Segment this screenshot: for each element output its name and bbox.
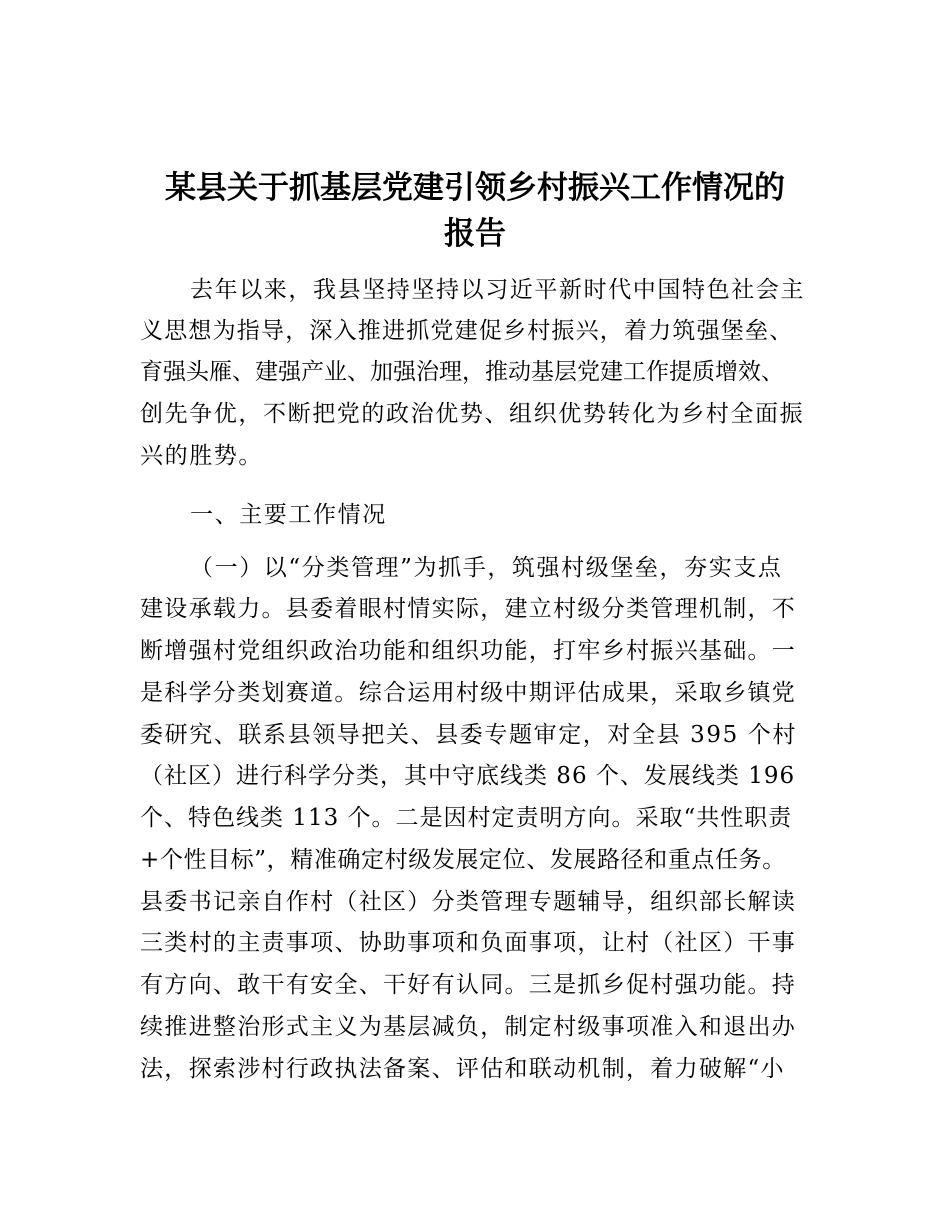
paragraph-2-line: 个、特色线类 113 个。二是因村定责明方向。采取“共性职责 bbox=[140, 805, 793, 831]
paragraph-2-line: 建设承载力。县委着眼村情实际，建立村级分类管理机制，不 bbox=[140, 596, 797, 622]
paragraph-2-line: 委研究、联系县领导把关、县委专题审定，对全县 395 个村 bbox=[140, 722, 797, 748]
paragraph-1-line: 创先争优，不断把党的政治优势、组织优势转化为乡村全面振 bbox=[140, 401, 805, 427]
paragraph-1-line: 兴的胜势。 bbox=[140, 443, 263, 469]
paragraph-2-line: （社区）进行科学分类，其中守底线类 86 个、发展线类 196 bbox=[140, 763, 796, 789]
paragraph-1-line: 去年以来，我县坚持坚持以习近平新时代中国特色社会主 bbox=[190, 277, 805, 303]
paragraph-2-line: +个性目标”，精准确定村级发展定位、发展路径和重点任务。 bbox=[140, 847, 786, 873]
document-title-line-2: 报告 bbox=[444, 216, 506, 252]
paragraph-2-line: 县委书记亲自作村（社区）分类管理专题辅导，组织部长解读 bbox=[140, 889, 797, 915]
paragraph-2-line: 三类村的主责事项、协助事项和负面事项，让村（社区）干事 bbox=[140, 930, 797, 956]
paragraph-2-line: 续推进整治形式主义为基层减负，制定村级事项准入和退出办 bbox=[140, 1014, 797, 1040]
paragraph-2-line: 法，探索涉村行政执法备案、评估和联动机制，着力破解“小 bbox=[140, 1056, 785, 1082]
paragraph-1-line: 义思想为指导，深入推进抓党建促乡村振兴，着力筑强堡垒、 bbox=[140, 318, 794, 344]
paragraph-2-line: 有方向、敢干有安全、干好有认同。三是抓乡促村强功能。持 bbox=[140, 972, 797, 998]
paragraph-2-line: 断增强村党组织政治功能和组织功能，打牢乡村振兴基础。一 bbox=[140, 638, 797, 664]
paragraph-2-line: （一）以“分类管理”为抓手，筑强村级堡垒，夯实支点 bbox=[190, 555, 783, 581]
document-title-line-1: 某县关于抓基层党建引领乡村振兴工作情况的 bbox=[165, 170, 785, 206]
paragraph-1-line: 育强头雁、建强产业、加强治理，推动基层党建工作提质增效、 bbox=[140, 359, 784, 385]
paragraph-2-line: 是科学分类划赛道。综合运用村级中期评估成果，采取乡镇党 bbox=[140, 680, 797, 706]
section-heading: 一、主要工作情况 bbox=[190, 502, 387, 528]
